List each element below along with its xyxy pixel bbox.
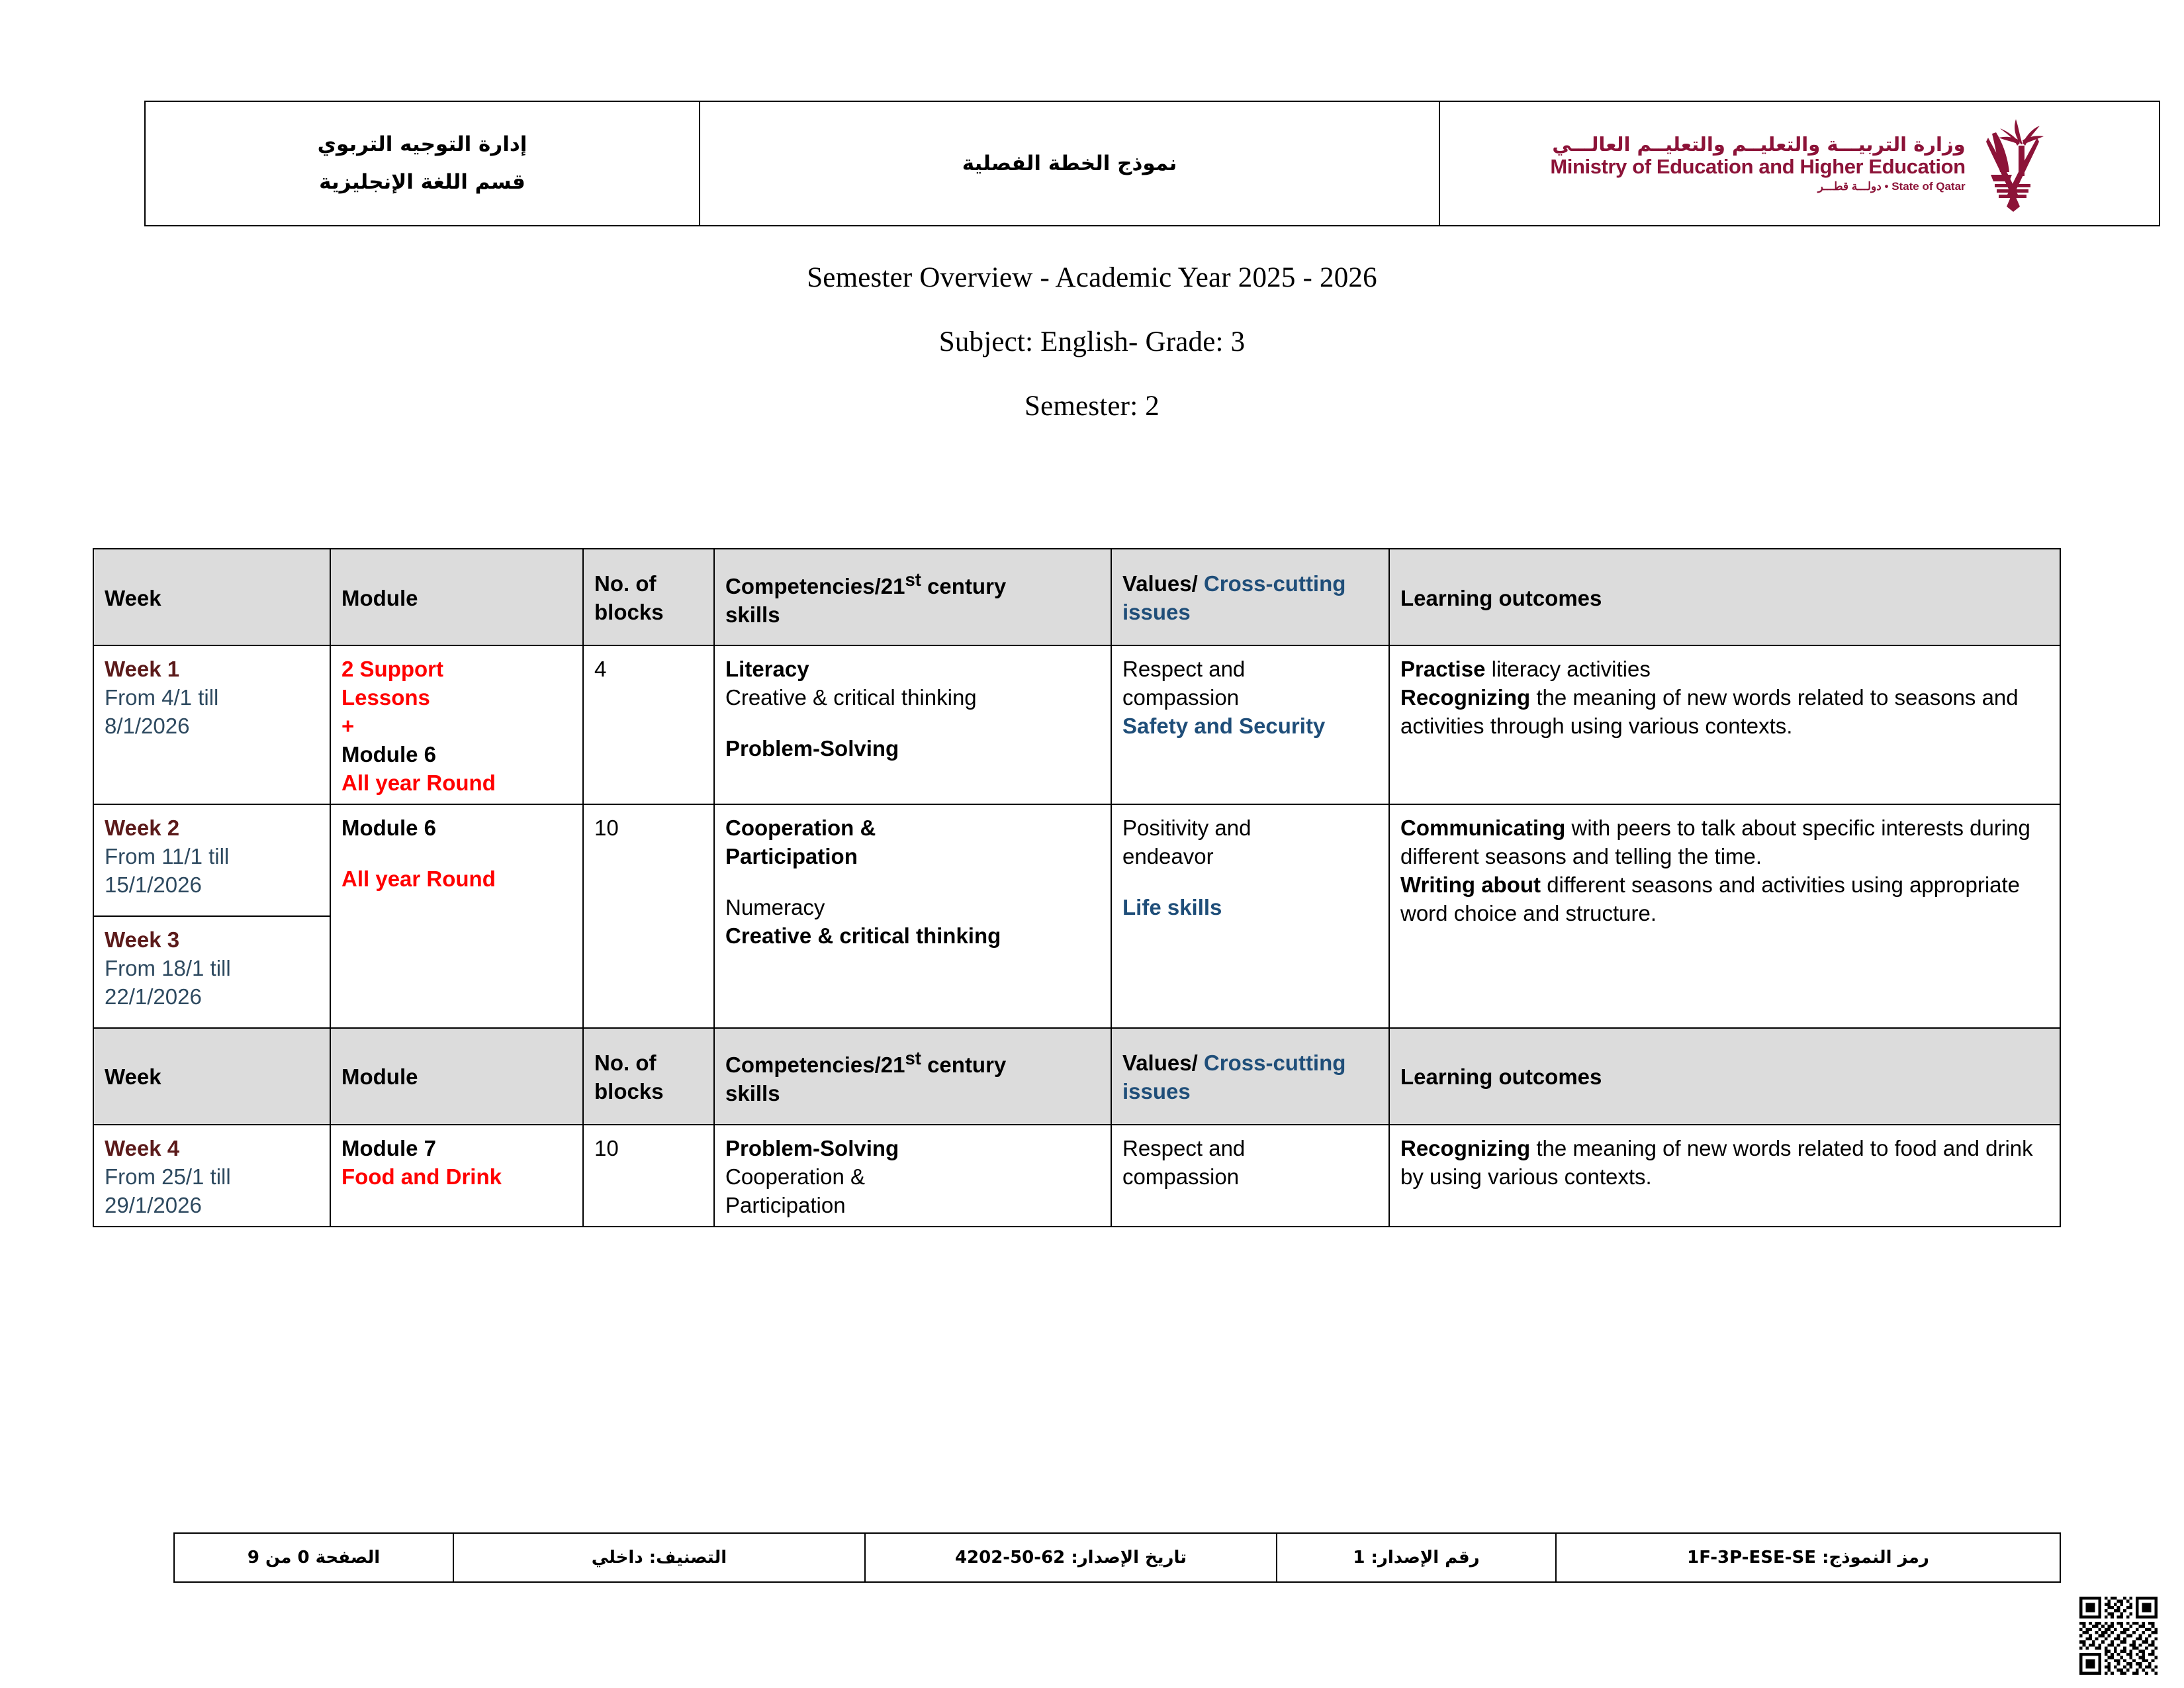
competency-bold-1b: Participation xyxy=(725,844,858,869)
spacer xyxy=(341,843,572,865)
competencies-header-b: century xyxy=(921,1053,1007,1078)
value-line-1: Positivity and xyxy=(1122,816,1251,841)
table-row xyxy=(93,1125,2060,1227)
week-subcell xyxy=(94,915,330,1027)
ministry-logo-text xyxy=(1550,134,1965,192)
document-header-table xyxy=(144,101,2160,226)
qr-code-icon xyxy=(2079,1597,2158,1675)
values-header-blue: Cross-cutting xyxy=(1197,1050,1346,1075)
competencies-cell xyxy=(714,645,1111,804)
week-cell xyxy=(93,1125,330,1227)
week-label: Week 1 xyxy=(105,657,180,681)
competency-bold-1: Problem-Solving xyxy=(725,1135,899,1160)
table-header-row-repeat xyxy=(93,1028,2060,1125)
footer-issue-number-value: 1 xyxy=(1353,1548,1365,1568)
form-title: نموذج الخطة الفصلية xyxy=(962,152,1177,175)
competency-bold-2: Creative & critical thinking xyxy=(725,923,1001,949)
column-header-competencies xyxy=(714,1028,1111,1125)
blocks-cell: 10 xyxy=(583,1125,714,1227)
blocks-header-line1: No. of xyxy=(594,1050,657,1075)
week-date-line2: 22/1/2026 xyxy=(105,984,202,1009)
footer-page-number: الصفحة 0 من 9 xyxy=(174,1533,453,1582)
week-label: Week 2 xyxy=(105,816,180,841)
outcomes-cell xyxy=(1389,804,2060,1027)
module-name: Module 7 xyxy=(341,1135,437,1160)
ministry-logo-cell xyxy=(1439,101,2160,226)
column-header-week: Week xyxy=(93,549,330,645)
outcome-line-1 xyxy=(1400,814,2049,871)
module-name: Module 6 xyxy=(341,816,437,841)
column-header-values xyxy=(1111,549,1389,645)
week-label: Week 4 xyxy=(105,1135,180,1160)
module-name: Module 6 xyxy=(341,741,437,767)
column-header-outcomes: Learning outcomes xyxy=(1389,1028,2060,1125)
footer-form-code-label: رمز النموذج: xyxy=(1822,1548,1929,1568)
semester-overview-title: Semester Overview - Academic Year 2025 - 2026 xyxy=(807,262,1377,293)
values-header-blue2: issues xyxy=(1122,600,1191,624)
outcome-text-1: literacy activities xyxy=(1485,657,1651,681)
module-plus-sign: + xyxy=(341,713,355,738)
outcome-line-1 xyxy=(1400,1135,2049,1192)
week-date-line2: 8/1/2026 xyxy=(105,713,190,738)
competency-plain-2: Participation xyxy=(725,1192,846,1217)
outcome-verb-1: Communicating xyxy=(1400,816,1566,841)
value-line-1: Respect and xyxy=(1122,657,1246,681)
blocks-header-line2: blocks xyxy=(594,1078,664,1103)
week-cell xyxy=(93,804,330,1027)
outcome-line-1 xyxy=(1400,655,2049,684)
values-cell xyxy=(1111,1125,1389,1227)
module-cell xyxy=(330,804,583,1027)
outcome-verb-1: Recognizing xyxy=(1400,1135,1531,1160)
ministry-logo xyxy=(1452,114,2147,213)
value-line-2: compassion xyxy=(1122,1164,1240,1189)
competency-bold-1: Literacy xyxy=(725,657,809,681)
blocks-cell: 10 xyxy=(583,804,714,1027)
spacer xyxy=(725,871,1100,894)
outcomes-cell xyxy=(1389,1125,2060,1227)
values-cell xyxy=(1111,804,1389,1027)
table-header-row xyxy=(93,549,2060,645)
outcome-text-1: with peers to talk about specific interests during different seasons and telling the time. xyxy=(1400,816,2030,869)
footer-issue-number-label: رقم الإصدار: xyxy=(1371,1548,1480,1568)
column-header-values xyxy=(1111,1028,1389,1125)
cross-cutting-issue: Life skills xyxy=(1122,895,1222,920)
module-all-year-round: All year Round xyxy=(341,867,496,892)
week-date-line1: From 18/1 till xyxy=(105,956,231,981)
competencies-header-b: century xyxy=(921,573,1007,598)
document-footer-table xyxy=(173,1532,2061,1583)
cross-cutting-issue: Safety and Security xyxy=(1122,713,1326,738)
qatar-emblem-icon xyxy=(1976,114,2049,213)
value-line-1: Respect and xyxy=(1122,1135,1246,1160)
spacer xyxy=(725,712,1100,735)
outcome-text-1: the meaning of new words related to food and drink by using various contexts. xyxy=(1400,1135,2033,1189)
module-cell xyxy=(330,1125,583,1227)
module-theme: Food and Drink xyxy=(341,1164,502,1189)
outcomes-cell xyxy=(1389,645,2060,804)
department-line-2: قسم اللغة الإنجليزية xyxy=(319,170,525,194)
document-title-block xyxy=(0,261,2184,454)
footer-issue-date-value: 26-05-2024 xyxy=(954,1548,1066,1568)
values-header-blue2: issues xyxy=(1122,1078,1191,1103)
value-line-2: compassion xyxy=(1122,684,1240,710)
column-header-blocks xyxy=(583,549,714,645)
outcome-text-2: the meaning of new words related to seasons and activities through using various contexts. xyxy=(1400,684,2019,738)
value-line-2: endeavor xyxy=(1122,844,1214,869)
competencies-header-line2: skills xyxy=(725,1081,780,1106)
competencies-header-a: Competencies/21 xyxy=(725,1053,905,1078)
footer-form-code-value: ES-ESE-P3-F1 xyxy=(1687,1548,1816,1568)
column-header-module: Module xyxy=(330,549,583,645)
outcome-verb-1: Practise xyxy=(1400,657,1486,681)
module-support-line2: Lessons xyxy=(341,684,430,710)
competencies-cell xyxy=(714,804,1111,1027)
competencies-header-sup: st xyxy=(905,1048,921,1069)
outcome-verb-2: Recognizing xyxy=(1400,684,1531,710)
footer-issue-number xyxy=(1277,1533,1556,1582)
blocks-header-line1: No. of xyxy=(594,571,657,596)
competencies-cell xyxy=(714,1125,1111,1227)
column-header-outcomes: Learning outcomes xyxy=(1389,549,2060,645)
competencies-header-sup: st xyxy=(905,569,921,590)
footer-issue-date-label: تاريخ الإصدار: xyxy=(1071,1548,1187,1568)
table-row xyxy=(93,645,2060,804)
column-header-module: Module xyxy=(330,1028,583,1125)
week-date-line1: From 4/1 till xyxy=(105,684,219,710)
module-support-line1: 2 Support xyxy=(341,657,443,681)
values-cell xyxy=(1111,645,1389,804)
module-all-year-round: All year Round xyxy=(341,770,496,795)
week-date-line1: From 11/1 till xyxy=(105,844,230,869)
column-header-competencies xyxy=(714,549,1111,645)
outcome-line-2 xyxy=(1400,684,2049,741)
competency-plain-1: Cooperation & xyxy=(725,1164,865,1189)
week-subcell xyxy=(94,805,330,915)
table-row xyxy=(93,804,2060,1027)
semester-plan-table xyxy=(93,548,2061,1227)
header-row xyxy=(145,101,2160,226)
values-header-black: Values/ xyxy=(1122,1050,1198,1075)
footer-row xyxy=(174,1533,2060,1582)
competency-bold-1: Cooperation & xyxy=(725,816,876,841)
blocks-cell: 4 xyxy=(583,645,714,804)
competencies-header-a: Competencies/21 xyxy=(725,573,905,598)
week-date-line1: From 25/1 till xyxy=(105,1164,231,1189)
competency-plain-1: Numeracy xyxy=(725,895,825,920)
footer-form-code xyxy=(1556,1533,2060,1582)
values-header-blue: Cross-cutting xyxy=(1197,571,1346,596)
competency-bold-2: Problem-Solving xyxy=(725,735,899,761)
module-cell xyxy=(330,645,583,804)
ministry-name-english: Ministry of Education and Higher Education xyxy=(1550,154,1966,178)
column-header-blocks xyxy=(583,1028,714,1125)
outcome-text-2: different seasons and activities using appropriate word choice and structure. xyxy=(1400,872,2021,926)
form-title-cell xyxy=(700,101,1439,226)
outcome-line-2 xyxy=(1400,871,2049,928)
week-date-line2: 15/1/2026 xyxy=(105,872,202,898)
week-date-line2: 29/1/2026 xyxy=(105,1192,202,1217)
week-cell xyxy=(93,645,330,804)
department-line-1: إدارة التوجيه التربوي xyxy=(317,132,527,156)
competencies-header-line2: skills xyxy=(725,602,780,627)
subject-grade-title: Subject: English- Grade: 3 xyxy=(938,326,1246,357)
semester-title: Semester: 2 xyxy=(1024,391,1160,422)
department-cell xyxy=(145,101,700,226)
values-header-black: Values/ xyxy=(1122,571,1198,596)
footer-issue-date xyxy=(865,1533,1277,1582)
spacer xyxy=(1122,871,1378,894)
footer-classification: التصنيف: داخلي xyxy=(453,1533,865,1582)
state-of-qatar-label: دولـــة قطـــر • State of Qatar xyxy=(1817,179,1966,193)
table-header-group xyxy=(93,549,2060,645)
column-header-week: Week xyxy=(93,1028,330,1125)
outcome-verb-2: Writing about xyxy=(1400,872,1541,898)
ministry-name-arabic: وزارة التربيـــة والتعليــم والتعليــم العالـــي xyxy=(1552,133,1966,156)
blocks-header-line2: blocks xyxy=(594,600,664,624)
table-body xyxy=(93,645,2060,1227)
week-label: Week 3 xyxy=(105,927,180,953)
competency-plain-1: Creative & critical thinking xyxy=(725,684,977,710)
